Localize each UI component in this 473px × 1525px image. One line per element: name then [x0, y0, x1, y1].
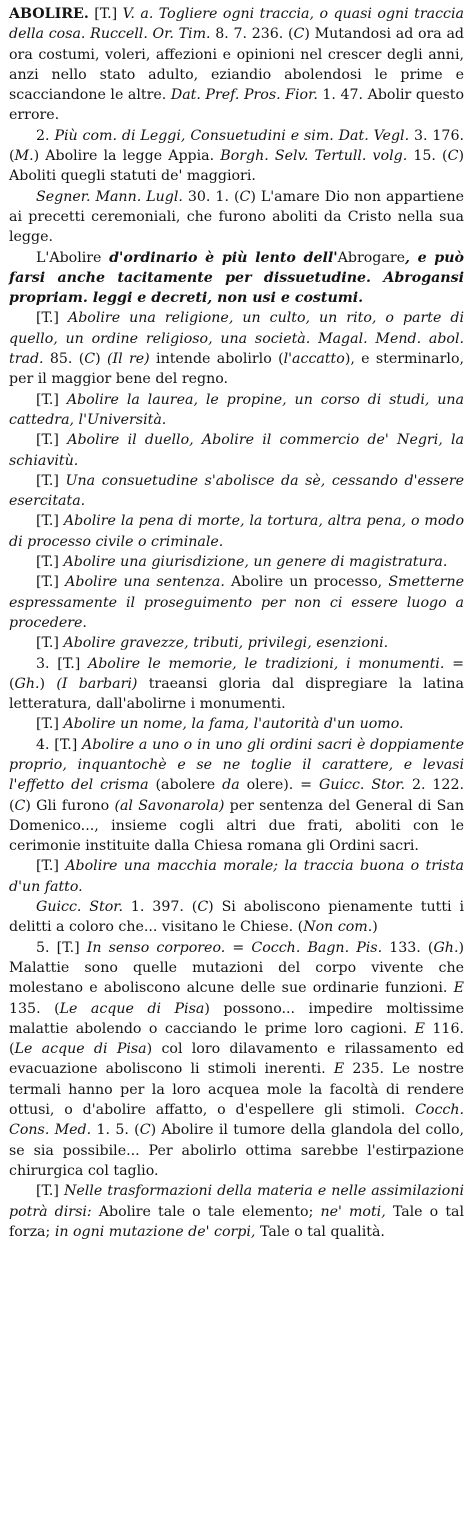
- roman-text: 235. Le nostre termali hanno per la loro acquea mole la facoltà di rendere ottusi, o d'abolire affatto, o d'espellere gli stimoli.: [9, 1061, 465, 1119]
- italic-text: Abolire una sentenza.: [65, 574, 225, 591]
- roman-text: 85. (: [43, 351, 85, 368]
- italic-text: Abolire il duello, Abolire il commercio de' Negri, la schiavitù.: [9, 432, 464, 469]
- italic-text: da: [222, 777, 240, 794]
- italic-text: ne' moti,: [320, 1203, 386, 1220]
- entry-sense-paragraph: [9, 633, 464, 653]
- roman-text: olere). =: [239, 777, 319, 794]
- dictionary-entry-abolire: [9, 4, 464, 1242]
- roman-text: 1. 5. (: [91, 1122, 140, 1139]
- roman-text: ) Aboliti quegli statuti de' maggiori.: [9, 148, 464, 185]
- roman-text: [T.]: [36, 574, 66, 591]
- entry-sense-paragraph: [9, 126, 464, 187]
- italic-text: (al Savonarola): [114, 797, 225, 814]
- roman-text: 30. 1. (: [182, 188, 240, 205]
- italic-text: Abolire la pena di morte, la tortura, altra pena, o modo di processo civile o criminale.: [9, 513, 464, 550]
- roman-text: ) possono... impedire moltissime malattie abolendo o cacciando le prime loro cagioni.: [9, 1000, 464, 1037]
- roman-text: 135. (: [9, 1000, 60, 1017]
- entry-sense-paragraph: [9, 572, 464, 633]
- entry-definition: [9, 4, 464, 126]
- bold-italic-text: Abrogansi propriam. leggi e decreti, non usi e costumi.: [9, 269, 464, 307]
- roman-text: 2. 122. (: [9, 777, 464, 814]
- roman-text: = (: [9, 655, 464, 692]
- italic-text: Una consuetudine s'abolisce da sè, cessando d'essere esercitata.: [9, 472, 465, 510]
- italic-text: in ogni mutazione de' corpi,: [54, 1223, 256, 1240]
- roman-text: (abolere: [148, 777, 223, 794]
- entry-sense-paragraph: [9, 187, 464, 248]
- italic-text: C: [239, 188, 251, 205]
- roman-text: ): [95, 351, 107, 368]
- bold-italic-text: , e può farsi anche tacitamente per dissuetudine.: [9, 249, 465, 286]
- roman-text: [T.]: [36, 310, 68, 327]
- italic-text: l'accatto: [283, 351, 345, 368]
- italic-text: Cocch. Cons. Med.: [9, 1102, 464, 1139]
- roman-text: 1. 47. Abolir questo errore.: [9, 87, 465, 124]
- roman-text: [T.]: [36, 1183, 64, 1200]
- italic-text: Smetterne espressamente il proseguimento per non ci essere luogo a procedere.: [9, 574, 464, 631]
- entry-sense-paragraph: [9, 654, 464, 715]
- roman-text: Abrogare: [337, 249, 405, 266]
- roman-text: 3. [T.]: [36, 655, 88, 672]
- roman-text: [T.]: [36, 635, 64, 652]
- entry-sense-paragraph: [9, 248, 464, 309]
- roman-text: Abolire tale o tale elemento;: [91, 1203, 321, 1220]
- italic-text: In senso corporeo. = Cocch. Bagn. Pis.: [86, 939, 383, 956]
- roman-text: 4. [T.]: [36, 736, 82, 753]
- italic-text: Più com. di Leggi, Consuetudini e sim. Dat. Vegl.: [54, 127, 410, 144]
- italic-text: Abolire gravezze, tributi, privilegi, esenzioni.: [63, 635, 389, 652]
- italic-text: Abolire la laurea, le propine, un corso di studi, una cattedra, l'Università.: [9, 391, 464, 428]
- italic-text: M.: [14, 148, 34, 165]
- roman-text: [T.]: [36, 858, 66, 875]
- italic-text: C: [14, 797, 26, 814]
- roman-text: 3. 176. (: [9, 127, 464, 165]
- italic-text: Guicc. Stor.: [319, 777, 406, 794]
- italic-text: Le acque di Pisa: [59, 1000, 205, 1017]
- headword: ABOLIRE.: [9, 6, 89, 22]
- italic-text: Guicc. Stor.: [36, 899, 123, 916]
- roman-text: 1. 397. (: [123, 899, 198, 916]
- roman-text: 8. 7. 236. (: [210, 26, 294, 43]
- entry-sense-paragraph: [9, 552, 464, 572]
- italic-text: Abolire una giurisdizione, un genere di magistratura.: [63, 554, 448, 571]
- italic-text: E: [333, 1061, 345, 1078]
- italic-text: Abolire una religione, un culto, un rito, o parte di quello, un ordine religioso, una società. Magal. Mend. abol. trad.: [9, 310, 465, 368]
- roman-text: per sentenza del General di San Domenico..., insieme cogli altri due frati, aboliti con le cerimonie instituite dalla Chiesa romana gli Ordini sacri.: [9, 797, 464, 855]
- italic-text: (Il re): [107, 351, 150, 368]
- italic-text: (I barbari): [56, 675, 138, 692]
- roman-text: Tale o tal qualità.: [255, 1223, 385, 1240]
- roman-text: 116. (: [9, 1020, 464, 1058]
- italic-text: V. a. Togliere ogni traccia, o quasi ogni traccia della cosa. Ruccell. Or. Tim.: [9, 6, 464, 43]
- entry-sense-paragraph: [9, 430, 464, 471]
- roman-text: ) col loro dilavamento e rilassamento ed evacuazione aboliscono li stimoli inerenti.: [9, 1041, 465, 1078]
- italic-text: Le acque di Pisa: [14, 1041, 147, 1058]
- entry-sense-paragraph: [9, 471, 464, 512]
- bold-italic-text: d'ordinario è più lento dell': [101, 249, 338, 266]
- roman-text: ): [372, 919, 378, 936]
- roman-text: [T.]: [36, 391, 67, 408]
- roman-text: ): [39, 675, 57, 692]
- roman-text: [T.]: [36, 472, 66, 489]
- italic-text: E: [453, 980, 464, 997]
- italic-text: Abolire le memorie, le tradizioni, i monumenti.: [87, 655, 445, 672]
- roman-text: [T.]: [36, 432, 68, 449]
- roman-text: Tale o tal forza;: [9, 1203, 465, 1240]
- roman-text: ) Abolire la legge Appia.: [33, 148, 221, 165]
- italic-text: C: [139, 1122, 151, 1139]
- roman-text: traeansi gloria dal dispregiare la latina letteratura, dall'abolirne i monumenti.: [9, 675, 465, 713]
- italic-text: C: [293, 26, 305, 43]
- italic-text: Abolire a uno o in uno gli ordini sacri è doppiamente proprio, inquantochè e se ne toglie il carattere, e levasi l'effetto del crisma: [9, 736, 464, 794]
- roman-text: ) Abolire il tumore della glandola del collo, se sia possibile... Per abolirlo ottima sarebbe l'estirpazione chirurgica col taglio.: [9, 1122, 464, 1179]
- roman-text: 2.: [36, 127, 55, 144]
- italic-text: Borgh. Selv. Tertull. volg.: [220, 148, 408, 165]
- italic-text: Abolire una macchia morale; la traccia buona o trista d'un fatto.: [9, 858, 464, 895]
- roman-text: 5. [T.]: [36, 939, 87, 956]
- entry-sense-paragraph: [9, 390, 464, 431]
- entry-sense-paragraph: [9, 897, 464, 938]
- roman-text: [T.]: [36, 554, 64, 571]
- italic-text: Nelle trasformazioni della materia e nelle assimilazioni potrà dirsi:: [9, 1183, 464, 1220]
- italic-text: Gh.: [14, 675, 40, 692]
- roman-text: ) L'amare Dio non appartiene ai precetti ceremoniali, che furono aboliti da Cristo nella sua legge.: [9, 188, 464, 246]
- roman-text: [T.]: [88, 6, 123, 22]
- entry-sense-paragraph: [9, 856, 464, 897]
- roman-text: Abolire: [49, 249, 102, 266]
- italic-text: Dat. Pref. Pros. Fior.: [170, 87, 318, 104]
- roman-text: ) Gli furono: [25, 797, 115, 814]
- entry-sense-paragraph: [9, 308, 464, 389]
- roman-text: Abolire un processo,: [224, 574, 389, 591]
- roman-text: ) Si aboliscono pienamente tutti i delitti a coloro che... visitano le Chiese. (: [9, 899, 464, 936]
- italic-text: C: [197, 899, 209, 916]
- italic-text: Abolire un nome, la fama, l'autorità d'un uomo.: [63, 716, 404, 733]
- italic-text: Segner. Mann. Lugl.: [36, 188, 183, 205]
- roman-text: [T.]: [36, 716, 64, 733]
- roman-text: ) Mutandosi ad ora ad ora costumi, voleri, affezioni e opinioni nel crescer degli anni, anzi nello stato adulto, eziandio abolendosi le prime e scacciandone le altre.: [9, 26, 464, 104]
- entry-sense-paragraph: [9, 511, 464, 552]
- roman-text: intende abolirlo (: [149, 351, 284, 368]
- roman-text: 15. (: [407, 148, 448, 165]
- roman-text: ), e sterminarlo, per il maggior bene del regno.: [9, 351, 464, 388]
- entry-sense-paragraph: [9, 735, 464, 857]
- roman-text: L': [36, 249, 50, 266]
- entry-sense-paragraph: [9, 1181, 464, 1242]
- roman-text: [T.]: [36, 513, 64, 530]
- italic-text: Non com.: [303, 919, 373, 936]
- italic-text: C: [447, 148, 459, 165]
- roman-text: ) Malattie sono quelle mutazioni del corpo vivente che molestano e aboliscono alcune delle sue ordinarie funzioni.: [9, 939, 464, 997]
- roman-text: 133. (: [382, 939, 434, 956]
- italic-text: Gh.: [433, 939, 459, 956]
- entry-sense-paragraph: [9, 938, 464, 1182]
- entry-sense-paragraph: [9, 714, 464, 734]
- italic-text: E: [414, 1020, 425, 1037]
- italic-text: C: [84, 351, 96, 368]
